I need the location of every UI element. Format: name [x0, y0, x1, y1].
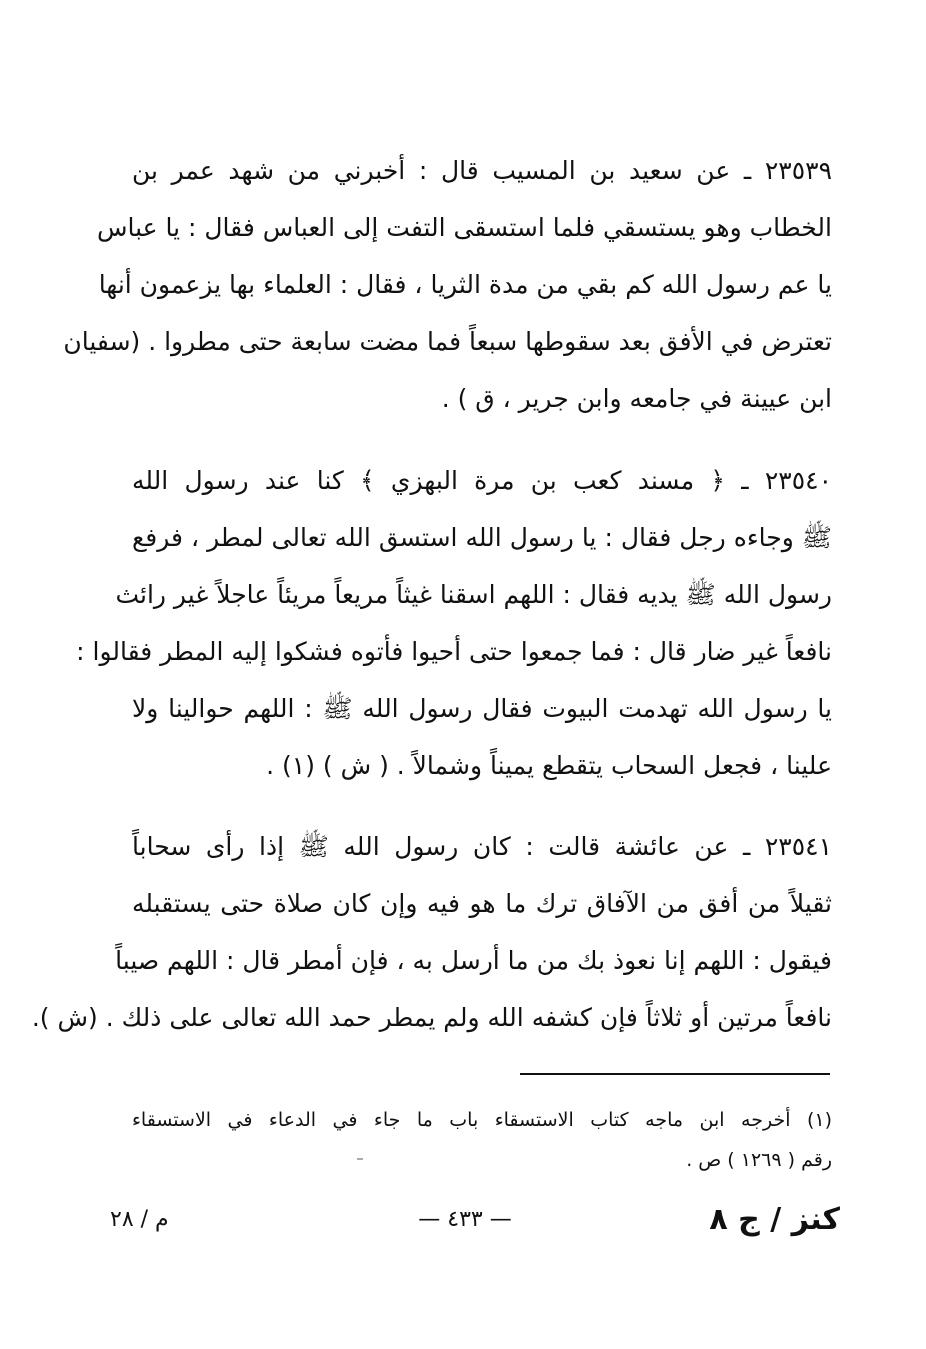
- text-line: تعترض في الأفق بعد سقوطها سبعاً فما مضت سابعة حتى مطروا . (سفيان: [63, 327, 832, 356]
- text-line: ابن عيينة في جامعه وابن جرير ، ق ) .: [441, 384, 832, 413]
- text-line: نافعاً غير ضار قال : فما جمعوا حتى أحيوا فأتوه فشكوا إليه المطر فقالوا :: [76, 637, 832, 666]
- text-line: يا رسول الله تهدمت البيوت فقال رسول الله ﷺ : اللهم حوالينا ولا: [132, 694, 832, 723]
- hadith-paragraph-23540: [76, 452, 832, 794]
- text-line: يا عم رسول الله كم بقي من مدة الثريا ، فقال : العلماء بها يزعمون أنها: [98, 270, 832, 299]
- text-line: ﷺ وجاءه رجل فقال : يا رسول الله استسق الله تعالى لمطر ، فرفع: [132, 523, 832, 552]
- signature-marker: م / ٢٨: [110, 1207, 169, 1232]
- footnote-line: رقم ( ١٢٦٩ ) ص .: [686, 1149, 832, 1171]
- footnote-divider: [520, 1073, 830, 1075]
- page-number: — ٤٣٣ —: [418, 1207, 512, 1232]
- text-line: ٢٣٥٣٩ ـ عن سعيد بن المسيب قال : أخبرني من شهد عمر بن: [132, 156, 832, 185]
- text-line: الخطاب وهو يستسقي فلما استسقى التفت إلى العباس فقال : يا عباس: [96, 213, 832, 242]
- text-line: ٢٣٥٤٠ ـ ﴿ مسند كعب بن مرة البهزي ﴾ كنا عند رسول الله: [132, 466, 832, 495]
- text-line: فيقول : اللهم إنا نعوذ بك من ما أرسل به ، فإن أمطر قال : اللهم صيباً: [115, 946, 832, 975]
- text-line: رسول الله ﷺ يديه فقال : اللهم اسقنا غيثاً مريعاً مريئاً عاجلاً غير رائث: [115, 580, 832, 609]
- hadith-paragraph-23541: [31, 818, 832, 1046]
- footnote-line: (١) أخرجه ابن ماجه كتاب الاستسقاء باب ما جاء في الدعاء في الاستسقاء: [132, 1109, 832, 1131]
- text-line: علينا ، فجعل السحاب يتقطع يميناً وشمالاً . ( ش ) (١) .: [266, 751, 832, 780]
- volume-marker: كنز / ج ٨: [709, 1202, 840, 1237]
- footnote: [132, 1100, 832, 1180]
- print-speck: [357, 1158, 363, 1160]
- text-line: ٢٣٥٤١ ـ عن عائشة قالت : كان رسول الله ﷺ إذا رأى سحاباً: [132, 832, 832, 861]
- hadith-paragraph-23539: [63, 142, 832, 427]
- text-line: نافعاً مرتين أو ثلاثاً فإن كشفه الله ولم يمطر حمد الله تعالى على ذلك . (ش ).: [31, 1003, 832, 1032]
- text-line: ثقيلاً من أفق من الآفاق ترك ما هو فيه وإن كان صلاة حتى يستقبله: [132, 889, 832, 918]
